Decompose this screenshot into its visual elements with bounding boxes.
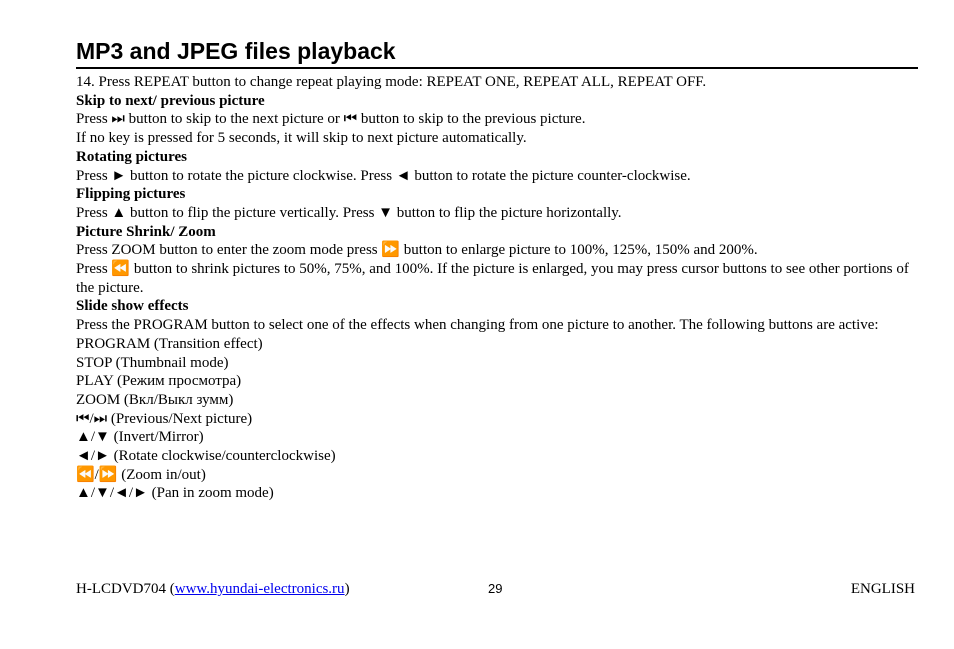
rotate-text: Press ► button to rotate the picture clockwise. Press ◄ button to rotate the picture counter-clockwise. — [76, 167, 691, 184]
footer-language: ENGLISH — [850, 581, 915, 597]
slideshow-heading: Slide show effects — [76, 298, 189, 315]
skip-heading: Skip to next/ previous picture — [76, 92, 265, 109]
slideshow-item: ZOOM (Вкл/Выкл зумм) — [76, 391, 234, 408]
slideshow-item: PROGRAM (Transition effect) — [76, 335, 263, 352]
footer-model-text: H-LCDVD704 ( — [76, 581, 175, 597]
slideshow-item: ⏮/⏭ (Previous/Next picture) — [76, 410, 253, 427]
slideshow-item: ⏪/⏩ (Zoom in/out) — [76, 466, 206, 483]
zoom-heading: Picture Shrink/ Zoom — [76, 223, 216, 240]
zoom-text-2: Press ⏪ button to shrink pictures to 50%, 75%, and 100%. If the picture is enlarged, you may press cursor buttons to see other portions of the picture. — [76, 261, 909, 296]
zoom-text-1: Press ZOOM button to enter the zoom mode press ⏩ button to enlarge picture to 100%, 125%, 150% and 200%. — [76, 242, 758, 259]
rotate-heading: Rotating pictures — [76, 148, 187, 165]
slideshow-item: PLAY (Режим просмотра) — [76, 373, 242, 390]
flip-heading: Flipping pictures — [76, 186, 186, 203]
slideshow-item: ▲/▼/◄/► (Pan in zoom mode) — [76, 485, 274, 502]
slideshow-item: ◄/► (Rotate clockwise/counterclockwise) — [76, 448, 336, 465]
slideshow-text: Press the PROGRAM button to select one of the effects when changing from one picture to another. The following buttons are active: — [76, 317, 879, 334]
skip-text-2: If no key is pressed for 5 seconds, it will skip to next picture automatically. — [76, 130, 527, 147]
flip-text: Press ▲ button to flip the picture vertically. Press ▼ button to flip the picture horizontally. — [76, 204, 622, 221]
title-divider — [76, 67, 918, 69]
footer-model-close: ) — [344, 581, 350, 597]
footer-model — [76, 581, 350, 598]
page-number: 29 — [488, 581, 503, 596]
slideshow-item: STOP (Thumbnail mode) — [76, 354, 229, 371]
page-content — [76, 73, 918, 503]
slideshow-item: ▲/▼ (Invert/Mirror) — [76, 429, 204, 446]
page-title: MP3 and JPEG files playback — [76, 38, 396, 64]
repeat-instruction: 14. Press REPEAT button to change repeat playing mode: REPEAT ONE, REPEAT ALL, REPEAT OFF. — [76, 74, 707, 90]
skip-text-1: Press ⏭ button to skip to the next picture or ⏮ button to skip to the previous picture. — [76, 111, 586, 128]
website-link[interactable]: www.hyundai-electronics.ru — [174, 581, 345, 597]
